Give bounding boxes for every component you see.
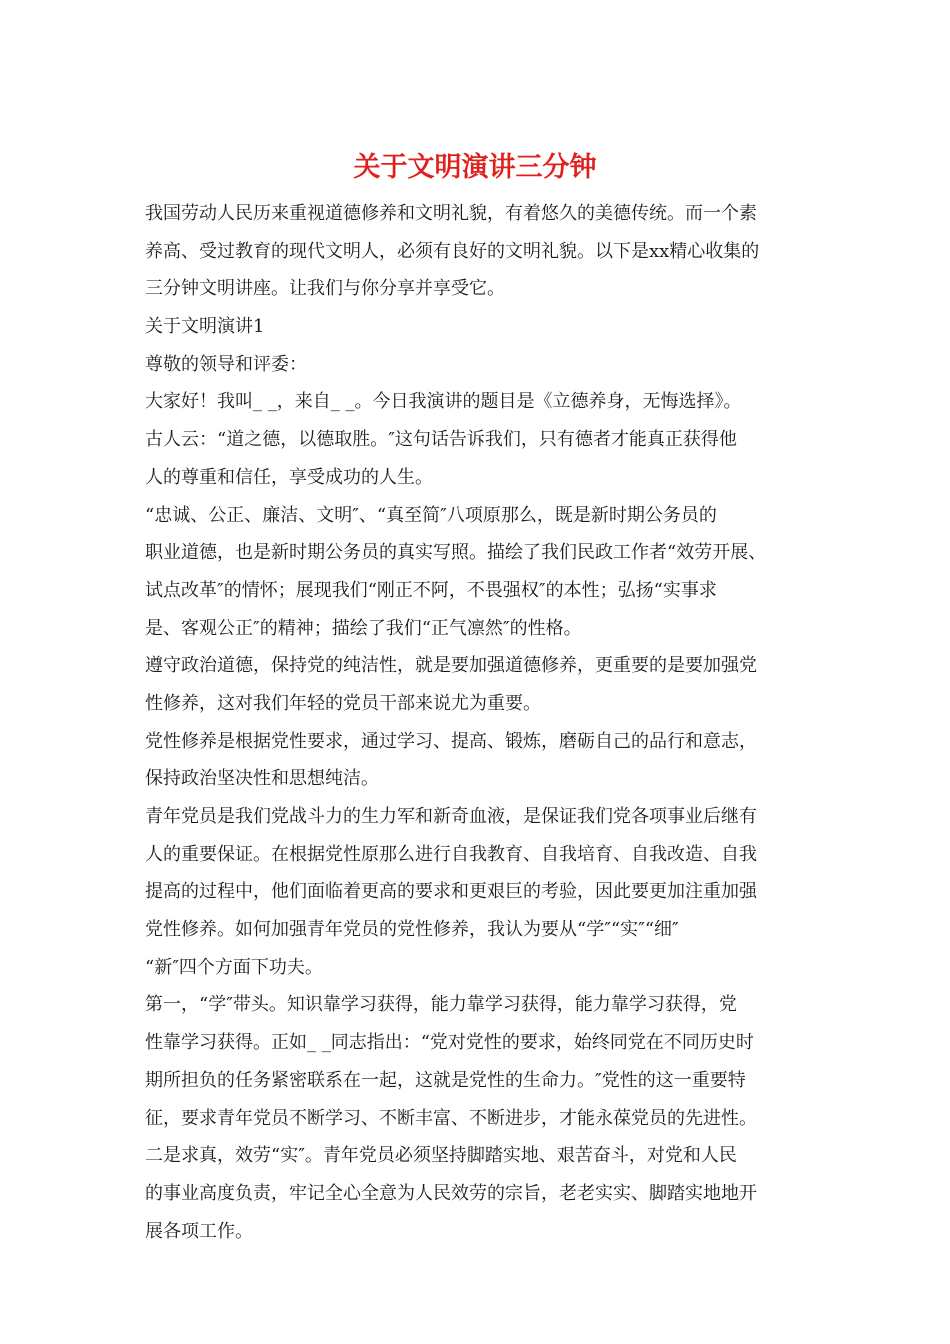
text-line: 是、客观公正″的精神；描绘了我们“正气凛然″的性格。 bbox=[145, 617, 582, 639]
text-line: 职业道德，也是新时期公务员的真实写照。描绘了我们民政工作者“效劳开展、 bbox=[145, 542, 767, 564]
text-line: 党性修养。如何加强青年党员的党性修养，我认为要从“学″“实″“细″ bbox=[145, 919, 679, 941]
text-line: 人的尊重和信任，享受成功的人生。 bbox=[145, 466, 433, 488]
text-line: 养高、受过教育的现代文明人，必须有良好的文明礼貌。以下是xx精心收集的 bbox=[145, 240, 760, 262]
text-line: 提高的过程中，他们面临着更高的要求和更艰巨的考验，因此要更加注重加强 bbox=[145, 881, 757, 903]
text-line: 我国劳动人民历来重视道德修养和文明礼貌，有着悠久的美德传统。而一个素 bbox=[145, 203, 757, 224]
text-line: 征，要求青年党员不断学习、不断丰富、不断进步，才能永葆党员的先进性。 bbox=[145, 1107, 757, 1129]
section-heading: 关于文明演讲1 bbox=[145, 316, 265, 338]
text-line: 青年党员是我们党战斗力的生力军和新奇血液，是保证我们党各项事业后继有 bbox=[145, 806, 757, 827]
text-line: 大家好！我叫_ _，来自_ _。今日我演讲的题目是《立德养身，无悔选择》。 bbox=[145, 391, 742, 413]
text-line: 展各项工作。 bbox=[145, 1220, 253, 1242]
salutation: 尊敬的领导和评委： bbox=[145, 353, 307, 375]
text-line: 第一，“学″带头。知识靠学习获得，能力靠学习获得，能力靠学习获得，党 bbox=[145, 994, 737, 1016]
text-line: 期所担负的任务紧密联系在一起，这就是党性的生命力。″党性的这一重要特 bbox=[145, 1069, 746, 1091]
text-line: 性修养，这对我们年轻的党员干部来说尤为重要。 bbox=[145, 692, 541, 714]
document-body bbox=[145, 195, 815, 1250]
text-line: 试点改革″的情怀；展现我们“刚正不阿，不畏强权″的本性；弘扬“实事求 bbox=[145, 579, 717, 601]
text-line: 保持政治坚决性和思想纯洁。 bbox=[145, 768, 379, 790]
document-title: 关于文明演讲三分钟 bbox=[353, 152, 597, 183]
text-line: 三分钟文明讲座。让我们与你分享并享受它。 bbox=[145, 278, 505, 300]
text-line: 二是求真，效劳“实″。青年党员必须坚持脚踏实地、艰苦奋斗，对党和人民 bbox=[145, 1145, 737, 1167]
text-line: 人的重要保证。在根据党性原那么进行自我教育、自我培育、自我改造、自我 bbox=[145, 843, 757, 865]
text-line: 党性修养是根据党性要求，通过学习、提高、锻炼，磨砺自己的品行和意志， bbox=[145, 730, 757, 752]
text-line: 的事业高度负责，牢记全心全意为人民效劳的宗旨，老老实实、脚踏实地地开 bbox=[145, 1182, 757, 1204]
text-line: 古人云：“道之德，以德取胜。″这句话告诉我们，只有德者才能真正获得他 bbox=[145, 429, 737, 451]
text-line: “忠诚、公正、廉洁、文明″、“真至简″八项原那么，既是新时期公务员的 bbox=[145, 504, 717, 526]
text-line: 性靠学习获得。正如_ _同志指出：“党对党性的要求，始终同党在不同历史时 bbox=[145, 1032, 754, 1054]
text-line: 遵守政治道德，保持党的纯洁性，就是要加强道德修养，更重要的是要加强党 bbox=[145, 655, 757, 677]
text-line: “新″四个方面下功夫。 bbox=[145, 956, 323, 978]
